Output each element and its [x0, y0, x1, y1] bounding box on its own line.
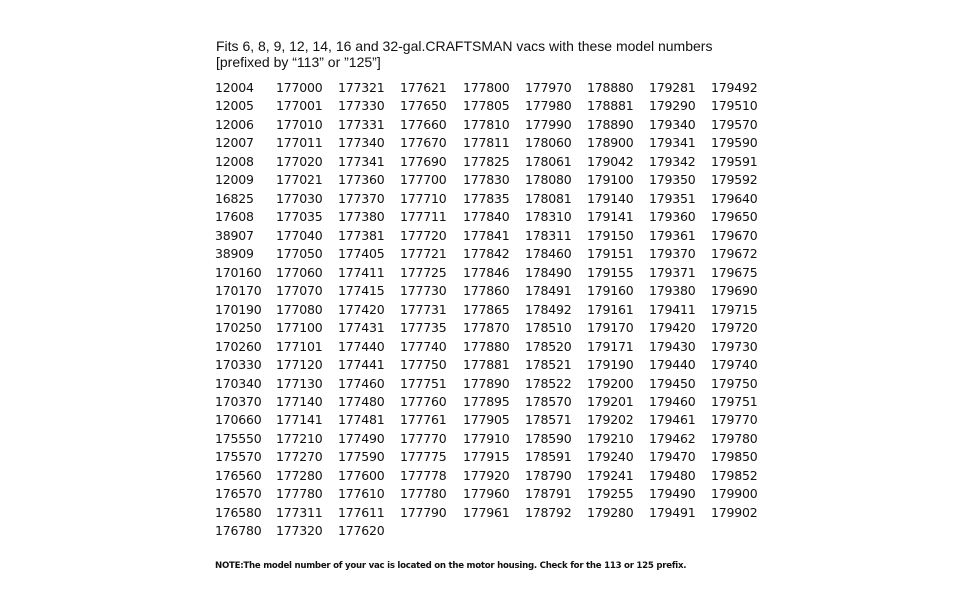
- model-number: 178492: [525, 301, 572, 317]
- model-number: 178460: [525, 246, 572, 262]
- model-number: 178061: [525, 153, 572, 169]
- model-number: 177881: [463, 357, 510, 373]
- empty-cell: [649, 522, 711, 540]
- model-number: 179350: [649, 172, 696, 188]
- model-number: 177020: [276, 153, 323, 169]
- model-number: 179751: [711, 393, 758, 409]
- model-number: 177431: [338, 320, 385, 336]
- model-number: 177035: [276, 209, 323, 225]
- model-number: 177120: [276, 357, 323, 373]
- model-number: 179241: [587, 467, 634, 483]
- empty-cell: [711, 522, 775, 540]
- model-number: 178570: [525, 393, 572, 409]
- model-number: 170190: [215, 301, 262, 317]
- model-number: 179151: [587, 246, 634, 262]
- model-number: 179140: [587, 190, 634, 206]
- model-number: 178060: [525, 135, 572, 151]
- model-number: 177775: [400, 449, 447, 465]
- model-number: 177405: [338, 246, 385, 262]
- model-number: 179171: [587, 338, 634, 354]
- model-number: 177341: [338, 153, 385, 169]
- model-number: 178080: [525, 172, 572, 188]
- model-number: 177961: [463, 504, 510, 520]
- model-number: 179155: [587, 264, 634, 280]
- model-number: 177101: [276, 338, 323, 354]
- model-number: 177835: [463, 190, 510, 206]
- model-number: 179480: [649, 467, 696, 483]
- model-number: 170170: [215, 283, 262, 299]
- model-number: 179042: [587, 153, 634, 169]
- model-number: 38907: [215, 227, 254, 243]
- note-text: NOTE:The model number of your vac is located on the motor housing. Check for the 113 or 125 prefix.: [215, 561, 687, 571]
- model-number: 179371: [649, 264, 696, 280]
- model-number: 177311: [276, 504, 323, 520]
- model-number: 177030: [276, 190, 323, 206]
- model-number: 170250: [215, 320, 262, 336]
- model-number: 177321: [338, 80, 385, 95]
- model-number: 177825: [463, 153, 510, 169]
- model-number: 177010: [276, 116, 323, 132]
- model-number: 178590: [525, 430, 572, 446]
- model-number: 179690: [711, 283, 758, 299]
- model-number: 179341: [649, 135, 696, 151]
- model-number: 177905: [463, 412, 510, 428]
- model-number: 177441: [338, 357, 385, 373]
- model-number: 178880: [587, 80, 634, 95]
- model-number: 179240: [587, 449, 634, 465]
- model-number: 177001: [276, 98, 323, 114]
- model-number: 177021: [276, 172, 323, 188]
- model-number: 177810: [463, 116, 510, 132]
- model-number: 177711: [400, 209, 447, 225]
- model-number: 177780: [276, 486, 323, 502]
- model-number: 170660: [215, 412, 262, 428]
- model-number: 179201: [587, 393, 634, 409]
- model-number: 177805: [463, 98, 510, 114]
- model-number: 170330: [215, 357, 262, 373]
- model-number: 179190: [587, 357, 634, 373]
- model-number: 177650: [400, 98, 447, 114]
- model-number: 177141: [276, 412, 323, 428]
- model-number: 179592: [711, 172, 758, 188]
- model-number: 179280: [587, 504, 634, 520]
- model-number: 179770: [711, 412, 758, 428]
- model-number: 179715: [711, 301, 758, 317]
- model-number: 179461: [649, 412, 696, 428]
- model-number: 179470: [649, 449, 696, 465]
- model-number: 177370: [338, 190, 385, 206]
- model-number: 38909: [215, 246, 254, 262]
- model-number: 177070: [276, 283, 323, 299]
- model-number: 178081: [525, 190, 572, 206]
- model-number: 177011: [276, 135, 323, 151]
- model-number: 177000: [276, 80, 323, 95]
- model-number: 177960: [463, 486, 510, 502]
- model-number: 179510: [711, 98, 758, 114]
- model-number: 178311: [525, 227, 572, 243]
- model-number: 177915: [463, 449, 510, 465]
- model-number: 177790: [400, 504, 447, 520]
- model-number: 179852: [711, 467, 758, 483]
- model-number: 179900: [711, 486, 758, 502]
- model-number: 177870: [463, 320, 510, 336]
- model-number: 179141: [587, 209, 634, 225]
- model-number: 179255: [587, 486, 634, 502]
- model-number: 177778: [400, 467, 447, 483]
- model-number: 177480: [338, 393, 385, 409]
- model-number: 177340: [338, 135, 385, 151]
- model-number: 170370: [215, 393, 262, 409]
- model-number: 177050: [276, 246, 323, 262]
- model-number: 179640: [711, 190, 758, 206]
- model-number: 177731: [400, 301, 447, 317]
- model-number: 177910: [463, 430, 510, 446]
- model-number: 12004: [215, 80, 254, 95]
- model-number: 178490: [525, 264, 572, 280]
- model-number: 179281: [649, 80, 696, 95]
- heading-line-2: [prefixed by “113” or ”125”]: [216, 54, 381, 70]
- model-number: 177621: [400, 80, 447, 95]
- model-number: 179591: [711, 153, 758, 169]
- model-number: 179360: [649, 209, 696, 225]
- model-number: 178890: [587, 116, 634, 132]
- model-number: 179570: [711, 116, 758, 132]
- model-number: 177811: [463, 135, 510, 151]
- model-number: 178790: [525, 467, 572, 483]
- model-number: 179460: [649, 393, 696, 409]
- model-number: 177841: [463, 227, 510, 243]
- model-number: 179670: [711, 227, 758, 243]
- model-number: 177730: [400, 283, 447, 299]
- model-number: 178881: [587, 98, 634, 114]
- model-number: 177130: [276, 375, 323, 391]
- model-number: 177331: [338, 116, 385, 132]
- heading: [216, 38, 836, 70]
- model-number: 177420: [338, 301, 385, 317]
- model-number: 179290: [649, 98, 696, 114]
- model-number: 176780: [215, 523, 262, 539]
- model-number: 178522: [525, 375, 572, 391]
- model-number: 177080: [276, 301, 323, 317]
- model-number: 177761: [400, 412, 447, 428]
- model-number: 179100: [587, 172, 634, 188]
- model-number: 12005: [215, 98, 254, 114]
- model-number: 179342: [649, 153, 696, 169]
- model-number: 177865: [463, 301, 510, 317]
- model-number: 179490: [649, 486, 696, 502]
- model-number: 179150: [587, 227, 634, 243]
- model-number: 177100: [276, 320, 323, 336]
- model-number: 12009: [215, 172, 254, 188]
- model-number: 177780: [400, 486, 447, 502]
- model-number: 177320: [276, 523, 323, 539]
- model-number: 177380: [338, 209, 385, 225]
- model-number: 177990: [525, 116, 572, 132]
- model-number: 179210: [587, 430, 634, 446]
- model-number: 178310: [525, 209, 572, 225]
- model-number: 177210: [276, 430, 323, 446]
- empty-cell: [400, 522, 463, 540]
- model-number: 177890: [463, 375, 510, 391]
- model-number: 177721: [400, 246, 447, 262]
- model-number: 179420: [649, 320, 696, 336]
- model-number: 177040: [276, 227, 323, 243]
- model-number: 179462: [649, 430, 696, 446]
- model-number: 176570: [215, 486, 262, 502]
- model-number: 177330: [338, 98, 385, 114]
- model-number: 177490: [338, 430, 385, 446]
- model-number: 179380: [649, 283, 696, 299]
- model-number: 177481: [338, 412, 385, 428]
- model-number: 16825: [215, 190, 254, 206]
- model-number: 179720: [711, 320, 758, 336]
- model-number: 177670: [400, 135, 447, 151]
- model-number: 179780: [711, 430, 758, 446]
- model-number: 179200: [587, 375, 634, 391]
- model-number: 12008: [215, 153, 254, 169]
- model-number: 179740: [711, 357, 758, 373]
- model-number: 179730: [711, 338, 758, 354]
- model-number: 179161: [587, 301, 634, 317]
- model-number: 179440: [649, 357, 696, 373]
- model-number: 17608: [215, 209, 254, 225]
- model-number: 179450: [649, 375, 696, 391]
- model-number: 178510: [525, 320, 572, 336]
- model-number: 177846: [463, 264, 510, 280]
- model-number: 12006: [215, 116, 254, 132]
- model-number: 170160: [215, 264, 262, 280]
- model-number: 12007: [215, 135, 254, 151]
- model-number: 179902: [711, 504, 758, 520]
- model-number: 177415: [338, 283, 385, 299]
- model-number: 177060: [276, 264, 323, 280]
- model-number: 177611: [338, 504, 385, 520]
- model-number: 177751: [400, 375, 447, 391]
- empty-cell: [525, 522, 587, 540]
- model-number: 177620: [338, 523, 385, 539]
- model-number: 177842: [463, 246, 510, 262]
- model-number: 177720: [400, 227, 447, 243]
- model-number-grid: [215, 79, 775, 539]
- model-number: 178491: [525, 283, 572, 299]
- model-number: 176580: [215, 504, 262, 520]
- model-number: 179590: [711, 135, 758, 151]
- model-number: 177760: [400, 393, 447, 409]
- model-number: 177725: [400, 264, 447, 280]
- model-number: 177895: [463, 393, 510, 409]
- model-number: 177440: [338, 338, 385, 354]
- model-number: 177360: [338, 172, 385, 188]
- model-number: 179361: [649, 227, 696, 243]
- model-number: 177590: [338, 449, 385, 465]
- model-number: 179411: [649, 301, 696, 317]
- model-number: 177660: [400, 116, 447, 132]
- model-number: 177750: [400, 357, 447, 373]
- model-number: 177270: [276, 449, 323, 465]
- model-number: 179370: [649, 246, 696, 262]
- model-number: 178521: [525, 357, 572, 373]
- model-number: 178792: [525, 504, 572, 520]
- model-number: 175550: [215, 430, 262, 446]
- model-number: 177140: [276, 393, 323, 409]
- model-number: 177740: [400, 338, 447, 354]
- model-number: 177460: [338, 375, 385, 391]
- model-number: 177700: [400, 172, 447, 188]
- model-number: 177735: [400, 320, 447, 336]
- model-number: 170260: [215, 338, 262, 354]
- model-number: 177411: [338, 264, 385, 280]
- model-number: 179202: [587, 412, 634, 428]
- model-number: 178520: [525, 338, 572, 354]
- model-number: 179650: [711, 209, 758, 225]
- model-number: 177381: [338, 227, 385, 243]
- model-number: 177770: [400, 430, 447, 446]
- model-number: 177980: [525, 98, 572, 114]
- model-number: 178591: [525, 449, 572, 465]
- model-number: 178791: [525, 486, 572, 502]
- heading-line-1: Fits 6, 8, 9, 12, 14, 16 and 32-gal.CRAFTSMAN vacs with these model numbers: [216, 38, 713, 54]
- model-number: 179430: [649, 338, 696, 354]
- model-number: 179491: [649, 504, 696, 520]
- model-number: 177690: [400, 153, 447, 169]
- model-number: 177800: [463, 80, 510, 95]
- model-number: 179160: [587, 283, 634, 299]
- model-number: 177610: [338, 486, 385, 502]
- model-number: 176560: [215, 467, 262, 483]
- empty-cell: [463, 522, 525, 540]
- model-number: 179750: [711, 375, 758, 391]
- model-number: 177880: [463, 338, 510, 354]
- empty-cell: [587, 522, 649, 540]
- model-number: 177970: [525, 80, 572, 95]
- model-number: 177860: [463, 283, 510, 299]
- model-number: 179351: [649, 190, 696, 206]
- model-number: 179675: [711, 264, 758, 280]
- model-number: 179672: [711, 246, 758, 262]
- model-number: 178900: [587, 135, 634, 151]
- model-number: 178571: [525, 412, 572, 428]
- model-number: 177710: [400, 190, 447, 206]
- model-number: 177280: [276, 467, 323, 483]
- model-number: 170340: [215, 375, 262, 391]
- model-number: 177600: [338, 467, 385, 483]
- model-number: 175570: [215, 449, 262, 465]
- model-number: 179492: [711, 80, 758, 95]
- model-number: 179850: [711, 449, 758, 465]
- model-number: 177920: [463, 467, 510, 483]
- model-number: 177840: [463, 209, 510, 225]
- model-number: 177830: [463, 172, 510, 188]
- model-number: 179170: [587, 320, 634, 336]
- model-number: 179340: [649, 116, 696, 132]
